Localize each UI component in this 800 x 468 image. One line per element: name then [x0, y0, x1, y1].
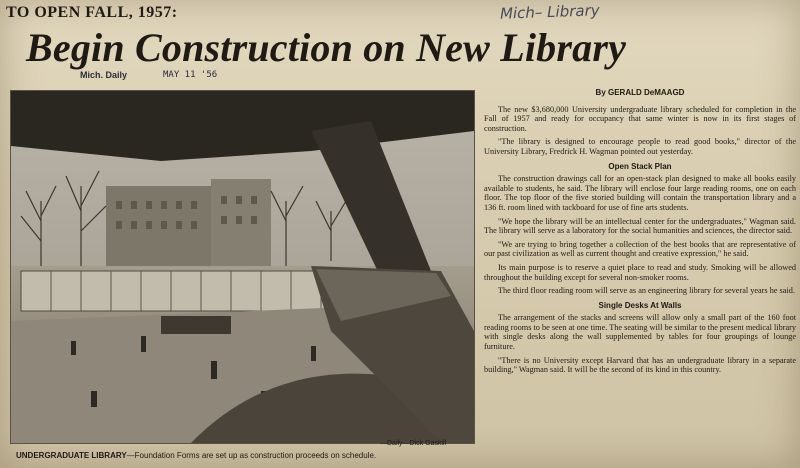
- subheading-open-stack-plan: Open Stack Plan: [608, 161, 672, 171]
- caption-text: —Foundation Forms are set up as construction proceeds on schedule.: [126, 451, 377, 460]
- photo-caption: [16, 451, 476, 460]
- subheading-single-desks: Single Desks At Walls: [598, 300, 682, 310]
- article-paragraph-4: "We hope the library will be an intellectual center for the undergraduates," Wagman said. The library will serve as a laboratory for the social humanities and sciences, the director said.: [484, 216, 796, 236]
- article-paragraph-1: The new $3,680,000 University undergraduate library scheduled for completion in the Fall of 1957 and ready for occupancy that same winter is now in its first stages of construction.: [484, 104, 796, 133]
- article-paragraph-8: The arrangement of the stacks and screens will allow only a small part of the 160 foot reading rooms to be seen at one time. The seating will be similar to the present medical library with single desks along the wall supplemented by tables for four groupings of lounge furniture.: [484, 313, 796, 352]
- article-paragraph-5: "We are trying to bring together a collection of the best books that are representative of our past civilization as well as current thought and creative expression," he said.: [484, 239, 796, 259]
- date-stamp: MAY 11 '56: [163, 70, 218, 80]
- article-paragraph-7: The third floor reading room will serve as an engineering library for several years he said.: [498, 286, 795, 296]
- publication-stamp: Mich. Daily: [80, 70, 128, 80]
- caption-lead: UNDERGRADUATE LIBRARY: [16, 451, 127, 460]
- article-paragraph-2: "The library is designed to encourage people to read good books," director of the University Library, Fredrick H. Wagman pointed out yesterday.: [484, 137, 796, 156]
- kicker-line: TO OPEN FALL, 1957:: [6, 4, 178, 21]
- article-paragraph-3: The construction drawings call for an open-stack plan designed to make all books easily available to students, he said. The library will enclose four large reading rooms, one on each floor. The top floor of the five storied building will contain the transportation library and a 136 ft. room lined with tackboard for use of fine arts students.: [484, 174, 796, 212]
- article-column: [484, 88, 796, 379]
- headline: Begin Construction on New Library: [26, 25, 627, 70]
- article-paragraph-6: Its main purpose is to reserve a quiet place to read and study. Smoking will be allowed throughout the building except for several non-smoker rooms.: [484, 262, 796, 282]
- byline: By GERALD DeMAAGD: [595, 88, 685, 97]
- handwritten-note: Mich– Library: [499, 1, 600, 23]
- construction-photo: [10, 90, 475, 444]
- article-paragraph-9: "There is no University except Harvard that has an undergraduate library in a separate building," Wagman said. It will be the second of its kind in this country.: [484, 355, 796, 375]
- photo-credit: —Daily—Dick Gaskill: [380, 440, 447, 447]
- construction-photo-drawing: [11, 91, 474, 443]
